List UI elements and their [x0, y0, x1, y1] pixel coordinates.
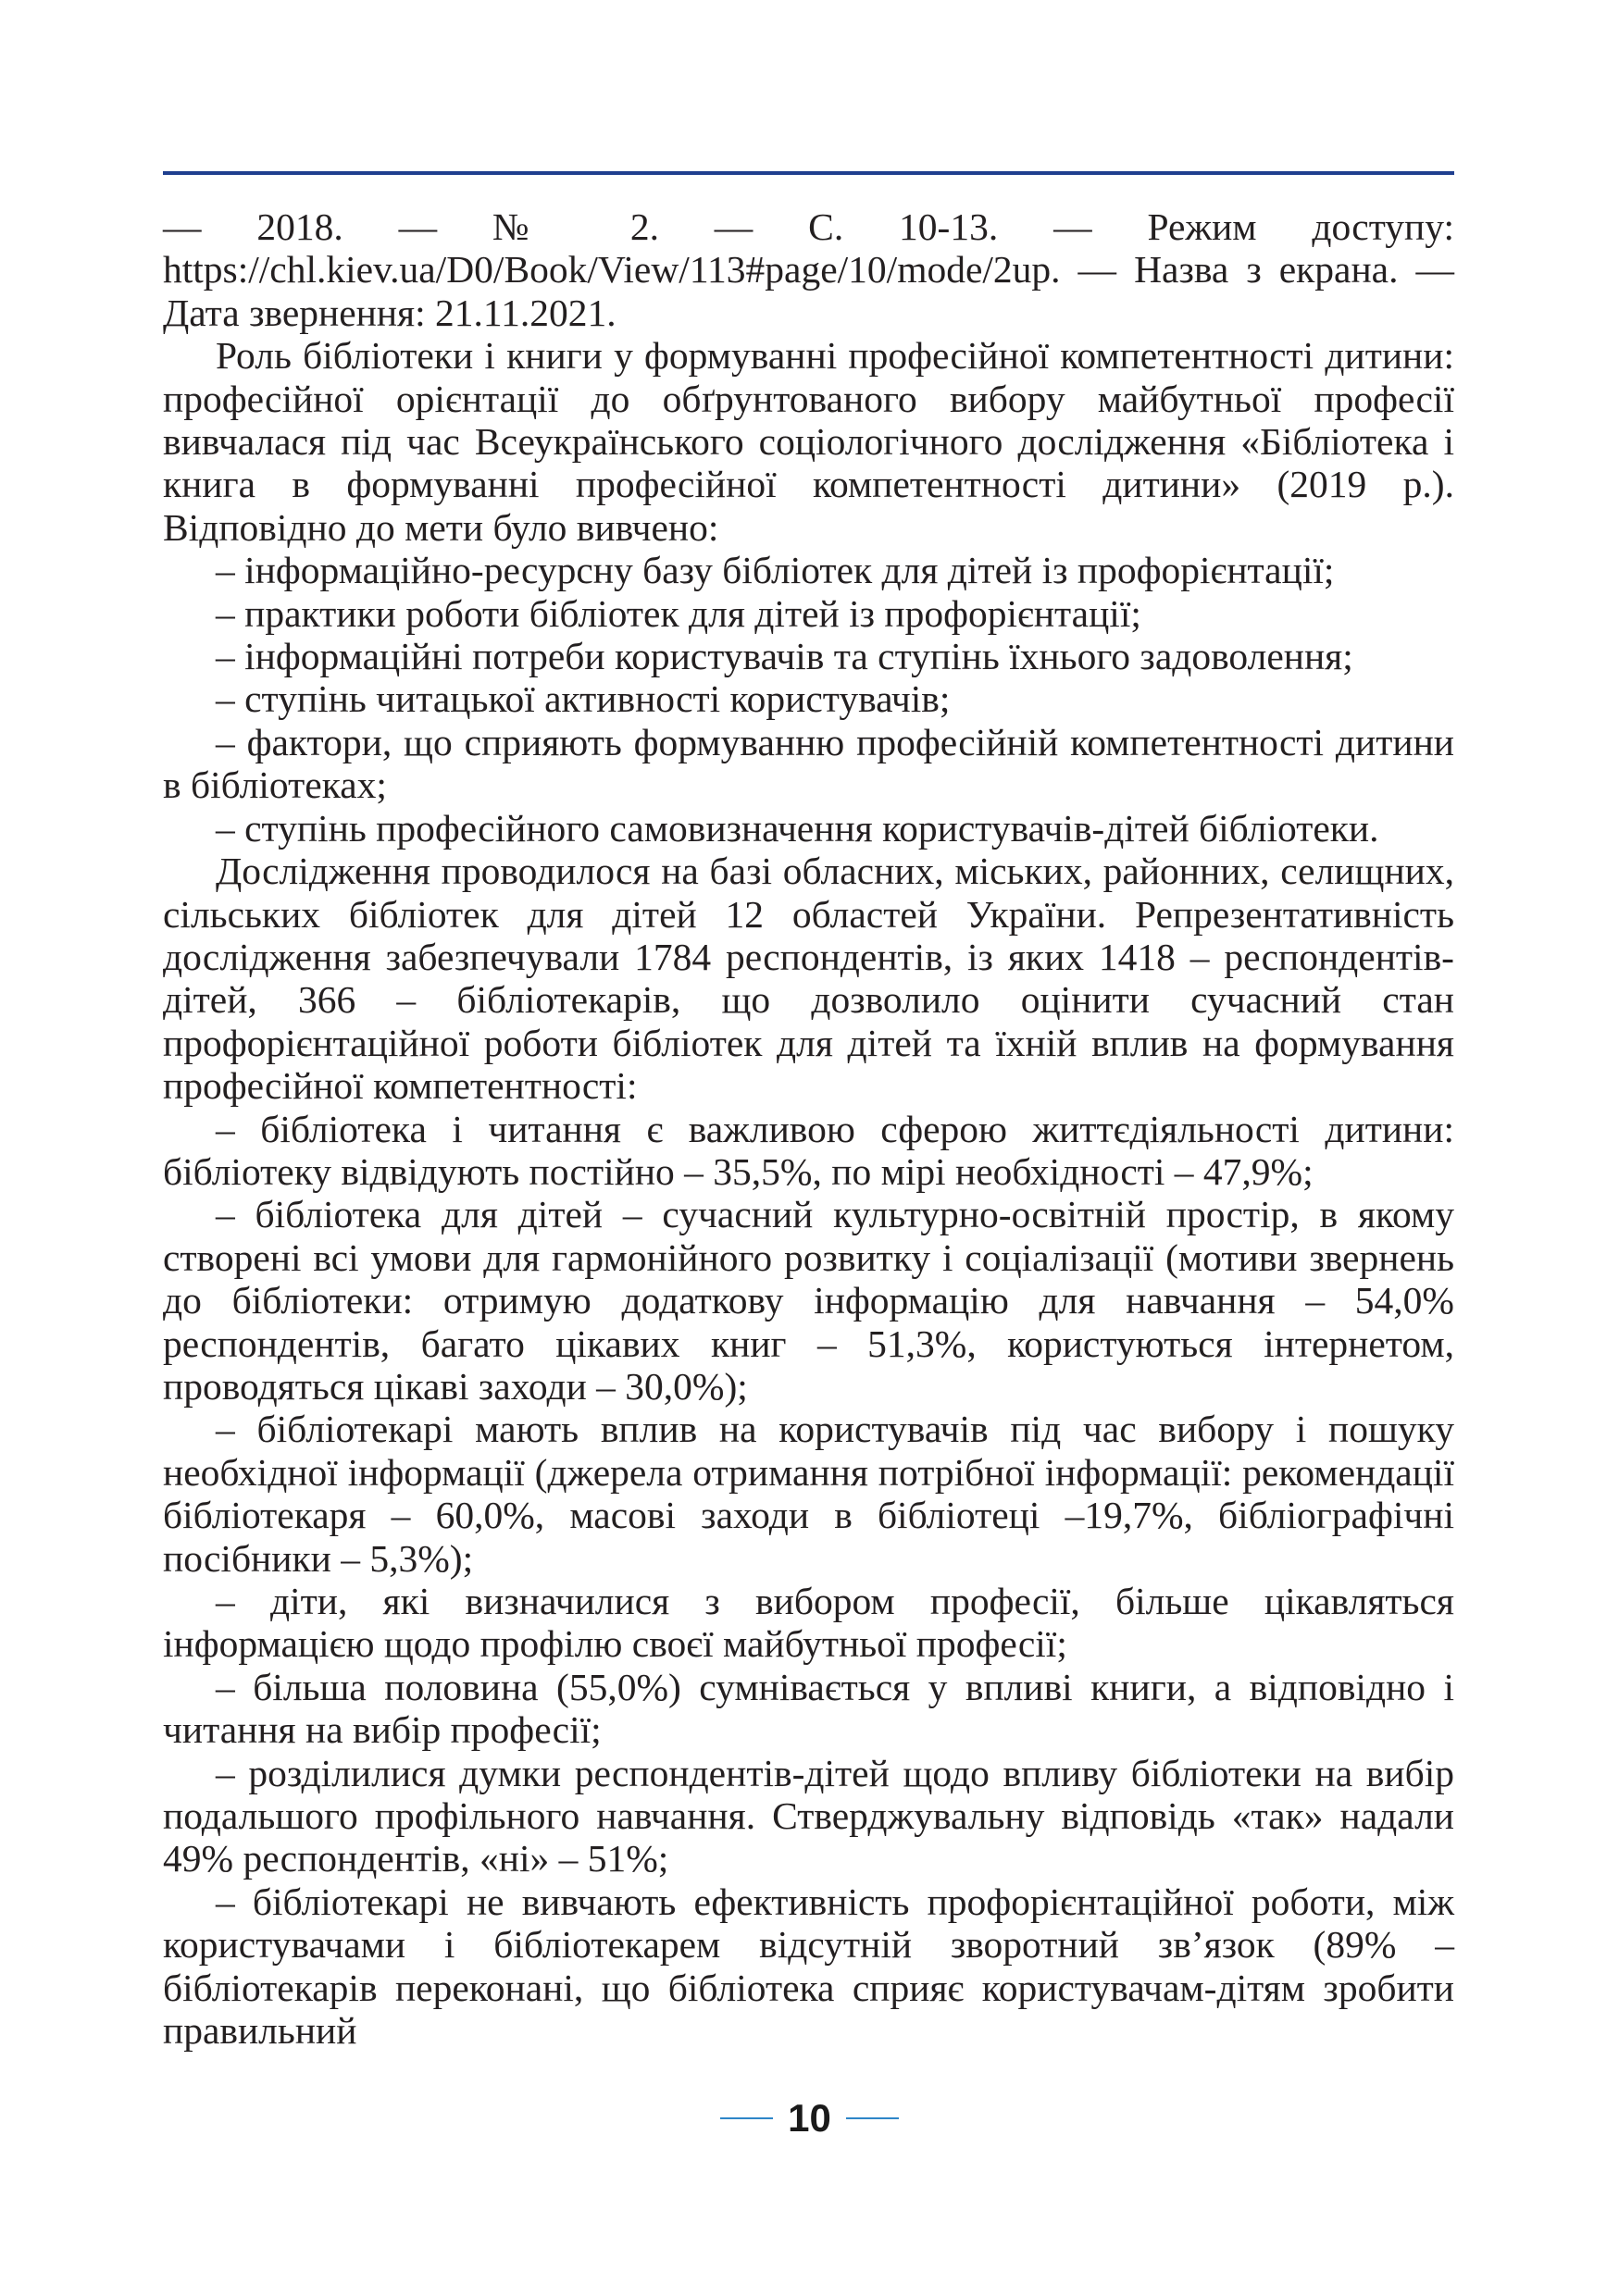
intro-paragraph: Роль бібліотеки і книги у формуванні професійної компетентності дитини: професійної орієнтації до обґрунтованого вибору майбутньої професії вивчалася під час Всеукраїнського соціологічного дослідження «Бібліотека і книга в формуванні професійної компетентності дитини» (2019 р.). Відповідно до мети було вивчено: [163, 334, 1454, 549]
finding-item: – бібліотекарі мають вплив на користувачів під час вибору і пошуку необхідної інформації (джерела отримання потрібної інформації: рекомендації бібліотекаря – 60,0%, масові заходи в бібліотеці –19,7%, бібліографічні посібники – 5,3%); [163, 1408, 1454, 1580]
list-item: – практики роботи бібліотек для дітей із профорієнтації; [216, 591, 1141, 635]
finding-item: – бібліотека для дітей – сучасний культурно-освітній простір, в якому створені всі умови для гармонійного розвитку і соціалізації (мотиви звернень до бібліотеки: отримую додаткову інформацію для навчання – 54,0% респондентів, багато цікавих книг – 51,3%, користуються інтернетом, проводяться цікаві заходи – 30,0%); [163, 1193, 1454, 1408]
list-item: – фактори, що сприяють формуванню професійній компетентності дитини в бібліотеках; [163, 720, 1454, 807]
finding-item: – бібліотека і читання є важливою сферою життєдіяльності дитини: бібліотеку відвідують постійно – 35,5%, по мірі необхідності – 47,9%; [163, 1107, 1454, 1193]
finding-item: – розділилися думки респондентів-дітей щодо впливу бібліотеки на вибір подальшого профільного навчання. Стверджувальну відповідь «так» надали 49% респондентів, «ні» – 51%; [163, 1751, 1454, 1880]
list-item: – інформаційно-ресурсну базу бібліотек для дітей із профорієнтації; [216, 549, 1335, 592]
header-rule [163, 171, 1454, 175]
finding-item: – діти, які визначилися з вибором професії, більше цікавляться інформацією щодо профілю своєї майбутньої професії; [163, 1580, 1454, 1666]
page-number: 10 [788, 2096, 831, 2140]
study-paragraph: Дослідження проводилося на базі обласних, міських, районних, селищних, сільських бібліотек для дітей 12 областей України. Репрезентативність дослідження забезпечували 1784 респондентів, із яких 1418 – респондентів-дітей, 366 – бібліотекарів, що дозволило оцінити сучасний стан профорієнтаційної роботи бібліотек для дітей та їхній вплив на формування професійної компетентності: [163, 850, 1454, 1108]
body-text [163, 205, 1454, 2052]
page-footer [0, 2096, 1619, 2140]
finding-item: – бібліотекарі не вивчають ефективність профорієнтаційної роботи, між користувачами і бібліотекарем відсутній зворотний зв’язок (89% – бібліотекарів переконані, що бібліотека сприяє користувачам-дітям зробити правильний [163, 1880, 1454, 2053]
finding-item: – більша половина (55,0%) сумнівається у впливі книги, а відповідно і читання на вибір професії; [163, 1665, 1454, 1752]
footer-dash-right [846, 2117, 899, 2119]
list-item: – інформаційні потреби користувачів та ступінь їхнього задоволення; [216, 635, 1353, 678]
list-item: – ступінь професійного самовизначення користувачів-дітей бібліотеки. [216, 806, 1379, 850]
footer-dash-left [720, 2117, 773, 2119]
reference-continuation: — 2018. — № 2. — С. 10-13. — Режим доступу: https://chl.kiev.ua/D0/Book/View/113#page/10/mode/2up. — Назва з екрана. — Дата звернення: 21.11.2021. [163, 205, 1454, 334]
list-item: – ступінь читацької активності користувачів; [216, 677, 951, 721]
